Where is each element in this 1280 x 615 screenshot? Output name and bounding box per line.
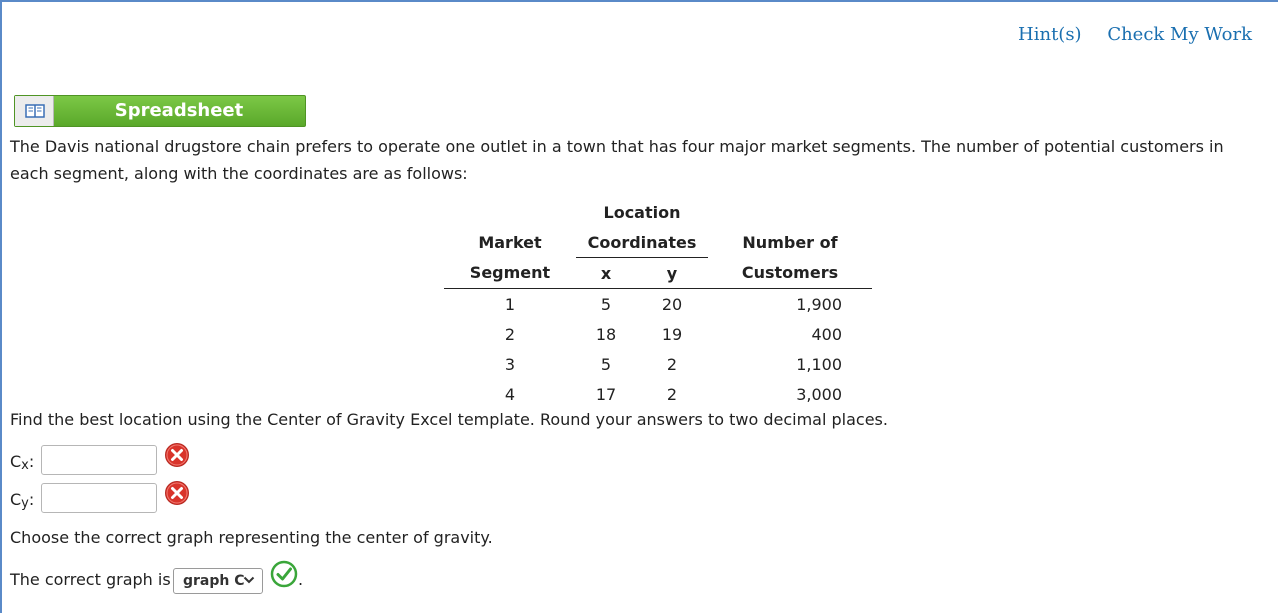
table-row: 1 5 20 1,900: [444, 289, 872, 320]
check-my-work-link[interactable]: Check My Work: [1107, 24, 1252, 45]
cy-label: $C_y$:: [10, 490, 35, 511]
book-icon-box: [15, 96, 54, 126]
location-header: Location: [603, 202, 681, 222]
header-row-1: [444, 197, 872, 227]
chevron-down-icon: [243, 575, 255, 585]
table-row: 2 18 19 400: [504, 324, 842, 344]
graph-select-value: graph C: [183, 573, 245, 589]
segment-header: Segment: [469, 263, 551, 283]
intro-text: The Davis national drugstore chain prefers to operate one outlet in a town that has four major market segments. The number of potential customers in each segment, along with the coordinates are as follows:: [10, 137, 1224, 183]
cx-input[interactable]: [41, 445, 157, 475]
market-segment-table: [444, 197, 872, 409]
top-links: [998, 24, 1252, 45]
customers-header: Customers: [741, 263, 839, 283]
table-row: 3 5 2 1,100: [504, 354, 842, 374]
coordinates-header: Coordinates: [576, 227, 708, 258]
graph-select[interactable]: [173, 568, 263, 594]
answer-suffix: .: [298, 570, 304, 589]
spreadsheet-button[interactable]: [14, 95, 306, 127]
table-row: 4 17 2 3,000: [504, 384, 842, 404]
spreadsheet-label: Spreadsheet: [114, 100, 244, 121]
y-header: y: [666, 263, 678, 283]
correct-check-icon: [270, 560, 298, 588]
header-row-3: [444, 258, 872, 289]
incorrect-icon: [164, 480, 190, 506]
instruction-text: Find the best location using the Center of Gravity Excel template. Round your answers to two decimal places.: [10, 410, 888, 429]
answer-prefix: The correct graph is: [10, 570, 171, 589]
number-of-header: Number of: [742, 232, 838, 252]
incorrect-icon: [164, 442, 190, 468]
book-icon: [25, 103, 45, 119]
hint-link[interactable]: Hint(s): [1018, 24, 1082, 45]
x-header: x: [600, 263, 612, 283]
market-header: Market: [478, 232, 542, 252]
cy-input[interactable]: [41, 483, 157, 513]
cx-label: $C_x$:: [10, 452, 35, 473]
graph-question-text: Choose the correct graph representing the center of gravity.: [10, 528, 493, 547]
header-row-2: [444, 227, 872, 258]
